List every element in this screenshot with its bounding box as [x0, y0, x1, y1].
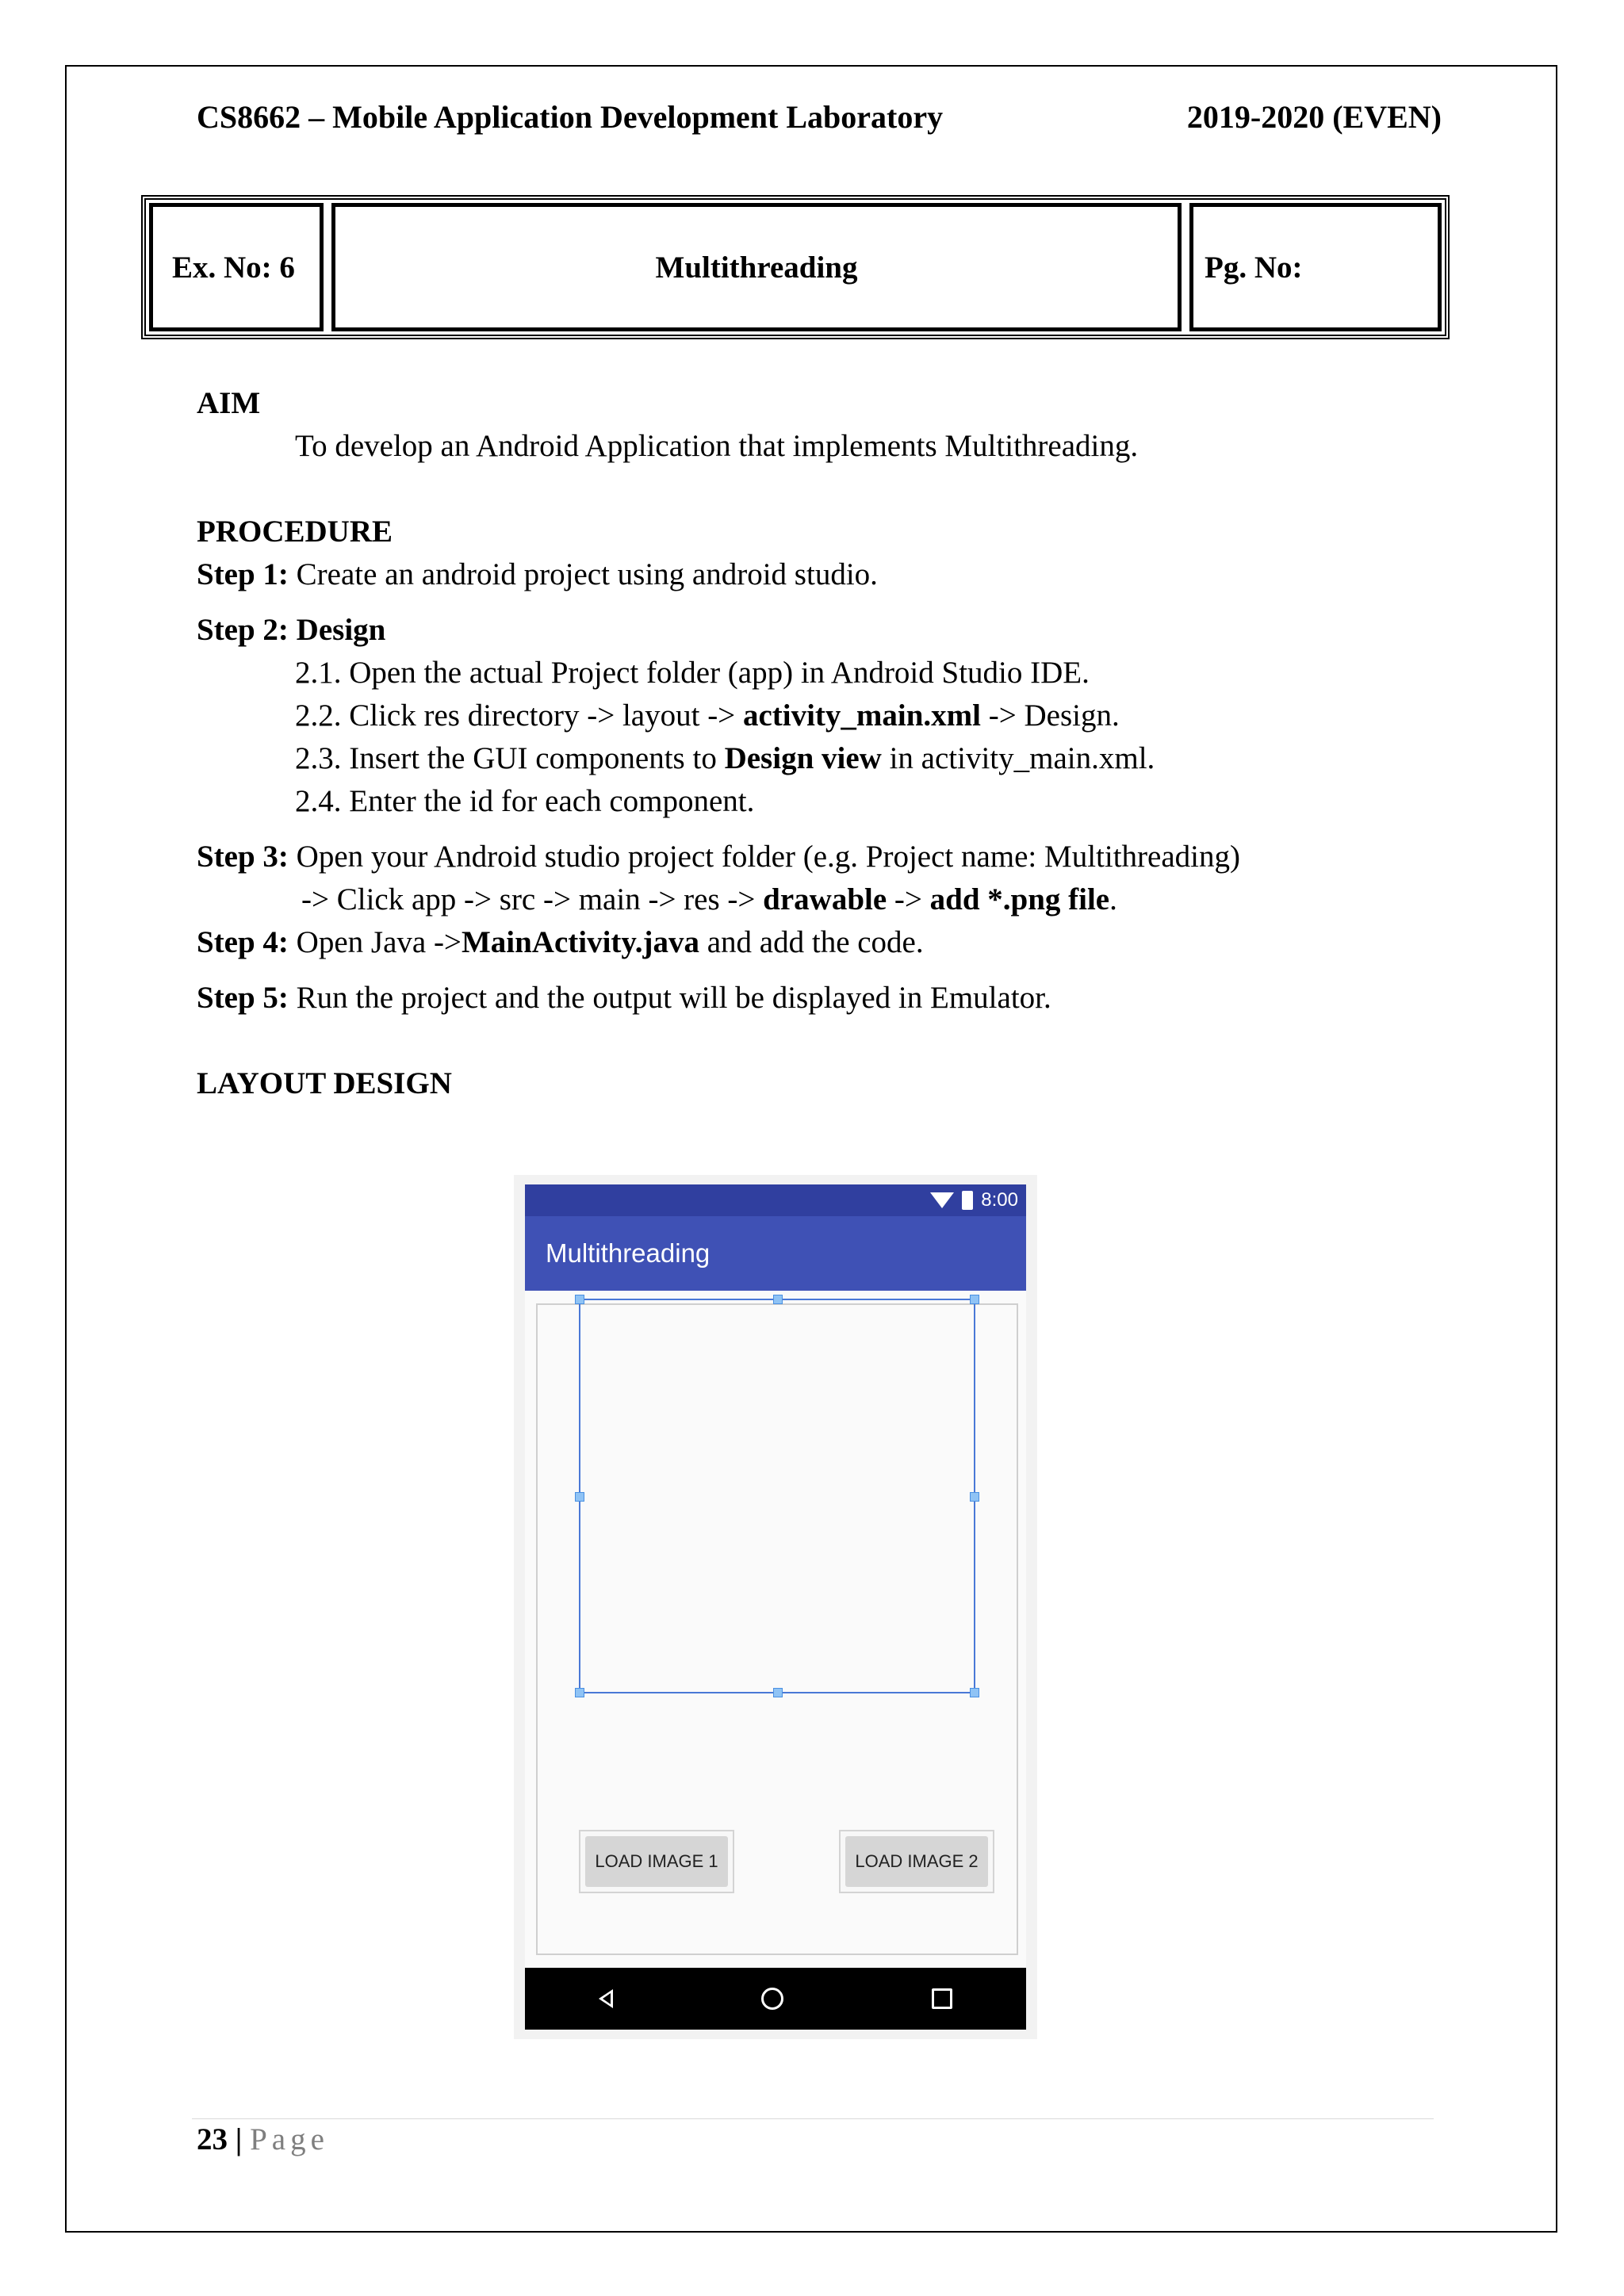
resize-handle-top-left[interactable] [575, 1295, 584, 1304]
step-2-label: Step 2: Design [197, 613, 386, 647]
aim-text: To develop an Android Application that implements Multithreading. [295, 429, 1139, 463]
load-image-2-button[interactable]: LOAD IMAGE 2 [845, 1836, 988, 1887]
status-time: 8:00 [981, 1189, 1018, 1211]
wifi-icon [930, 1192, 954, 1208]
resize-handle-top-right[interactable] [970, 1295, 979, 1304]
phone-screen [525, 1184, 1026, 2030]
course-title: CS8662 – Mobile Application Development Laboratory [197, 99, 944, 135]
step-3-text: Open your Android studio project folder (e.g. Project name: Multithreading) [288, 840, 1240, 874]
footer-separator: | [235, 2122, 243, 2156]
step-3-drawable: drawable [763, 882, 887, 916]
step-1 [197, 553, 1450, 596]
step-2-2-bold: activity_main.xml [742, 698, 981, 733]
footer-divider [192, 2118, 1434, 2119]
recents-icon[interactable] [932, 1988, 952, 2009]
step-2-4: 2.4. Enter the id for each component. [295, 784, 755, 818]
app-bar [525, 1216, 1026, 1291]
step-1-text: Create an android project using android studio. [288, 557, 878, 591]
aim-heading: AIM [197, 386, 261, 420]
step-5-text: Run the project and the output will be displayed in Emulator. [288, 981, 1051, 1015]
resize-handle-left[interactable] [575, 1492, 584, 1502]
resize-handle-right[interactable] [970, 1492, 979, 1502]
step-5 [197, 977, 1450, 1020]
page-footer [197, 2122, 329, 2157]
step-3-arrow: -> [887, 882, 930, 916]
back-icon[interactable] [599, 1989, 613, 2008]
load-image-2-frame [839, 1830, 994, 1893]
android-preview [514, 1175, 1037, 2039]
home-icon[interactable] [761, 1988, 783, 2010]
step-2-1: 2.1. Open the actual Project folder (app) in Android Studio IDE. [295, 656, 1090, 690]
image-view[interactable] [579, 1299, 975, 1693]
resize-handle-top[interactable] [773, 1295, 783, 1304]
step-3-line-2 [197, 878, 1450, 921]
step-4-post: and add the code. [699, 925, 924, 959]
step-3-period: . [1109, 882, 1117, 916]
procedure-heading: PROCEDURE [197, 515, 393, 549]
load-image-1-frame [579, 1830, 734, 1893]
footer-page-label: Page [250, 2122, 329, 2156]
battery-icon [962, 1191, 973, 1210]
exercise-number: Ex. No: 6 [149, 203, 324, 331]
resize-handle-bottom-right[interactable] [970, 1688, 979, 1697]
step-2-2-pre: 2.2. Click res directory -> layout -> [295, 698, 743, 733]
exercise-title: Multithreading [331, 203, 1182, 331]
step-4 [197, 921, 1450, 964]
step-4-pre: Open Java -> [288, 925, 462, 959]
step-4-label: Step 4: [197, 925, 289, 959]
load-image-1-button[interactable]: LOAD IMAGE 1 [585, 1836, 728, 1887]
step-2-2-post: -> Design. [980, 698, 1120, 733]
step-5-label: Step 5: [197, 981, 289, 1015]
step-4-bold: MainActivity.java [461, 925, 699, 959]
step-2-3-post: in activity_main.xml. [881, 741, 1155, 775]
resize-handle-bottom[interactable] [773, 1688, 783, 1697]
status-bar [525, 1184, 1026, 1216]
step-3-label: Step 3: [197, 840, 289, 874]
step-1-label: Step 1: [197, 557, 289, 591]
resize-handle-bottom-left[interactable] [575, 1688, 584, 1697]
step-2-2 [197, 695, 1450, 737]
navigation-bar [525, 1968, 1026, 2030]
layout-design-heading: LAYOUT DESIGN [197, 1066, 452, 1100]
page-number-field: Pg. No: [1189, 203, 1442, 331]
footer-page-number: 23 [197, 2122, 228, 2156]
step-2-3-bold: Design view [724, 741, 882, 775]
academic-year: 2019-2020 (EVEN) [1186, 99, 1442, 135]
step-3 [197, 836, 1450, 878]
exercise-table [141, 195, 1450, 339]
app-title: Multithreading [546, 1238, 710, 1268]
document-body [197, 382, 1450, 1105]
step-2-3-pre: 2.3. Insert the GUI components to [295, 741, 725, 775]
step-3-line-2-pre: -> Click app -> src -> main -> res -> [301, 882, 764, 916]
step-3-add-png: add *.png file [929, 882, 1110, 916]
step-2-3 [197, 737, 1450, 780]
